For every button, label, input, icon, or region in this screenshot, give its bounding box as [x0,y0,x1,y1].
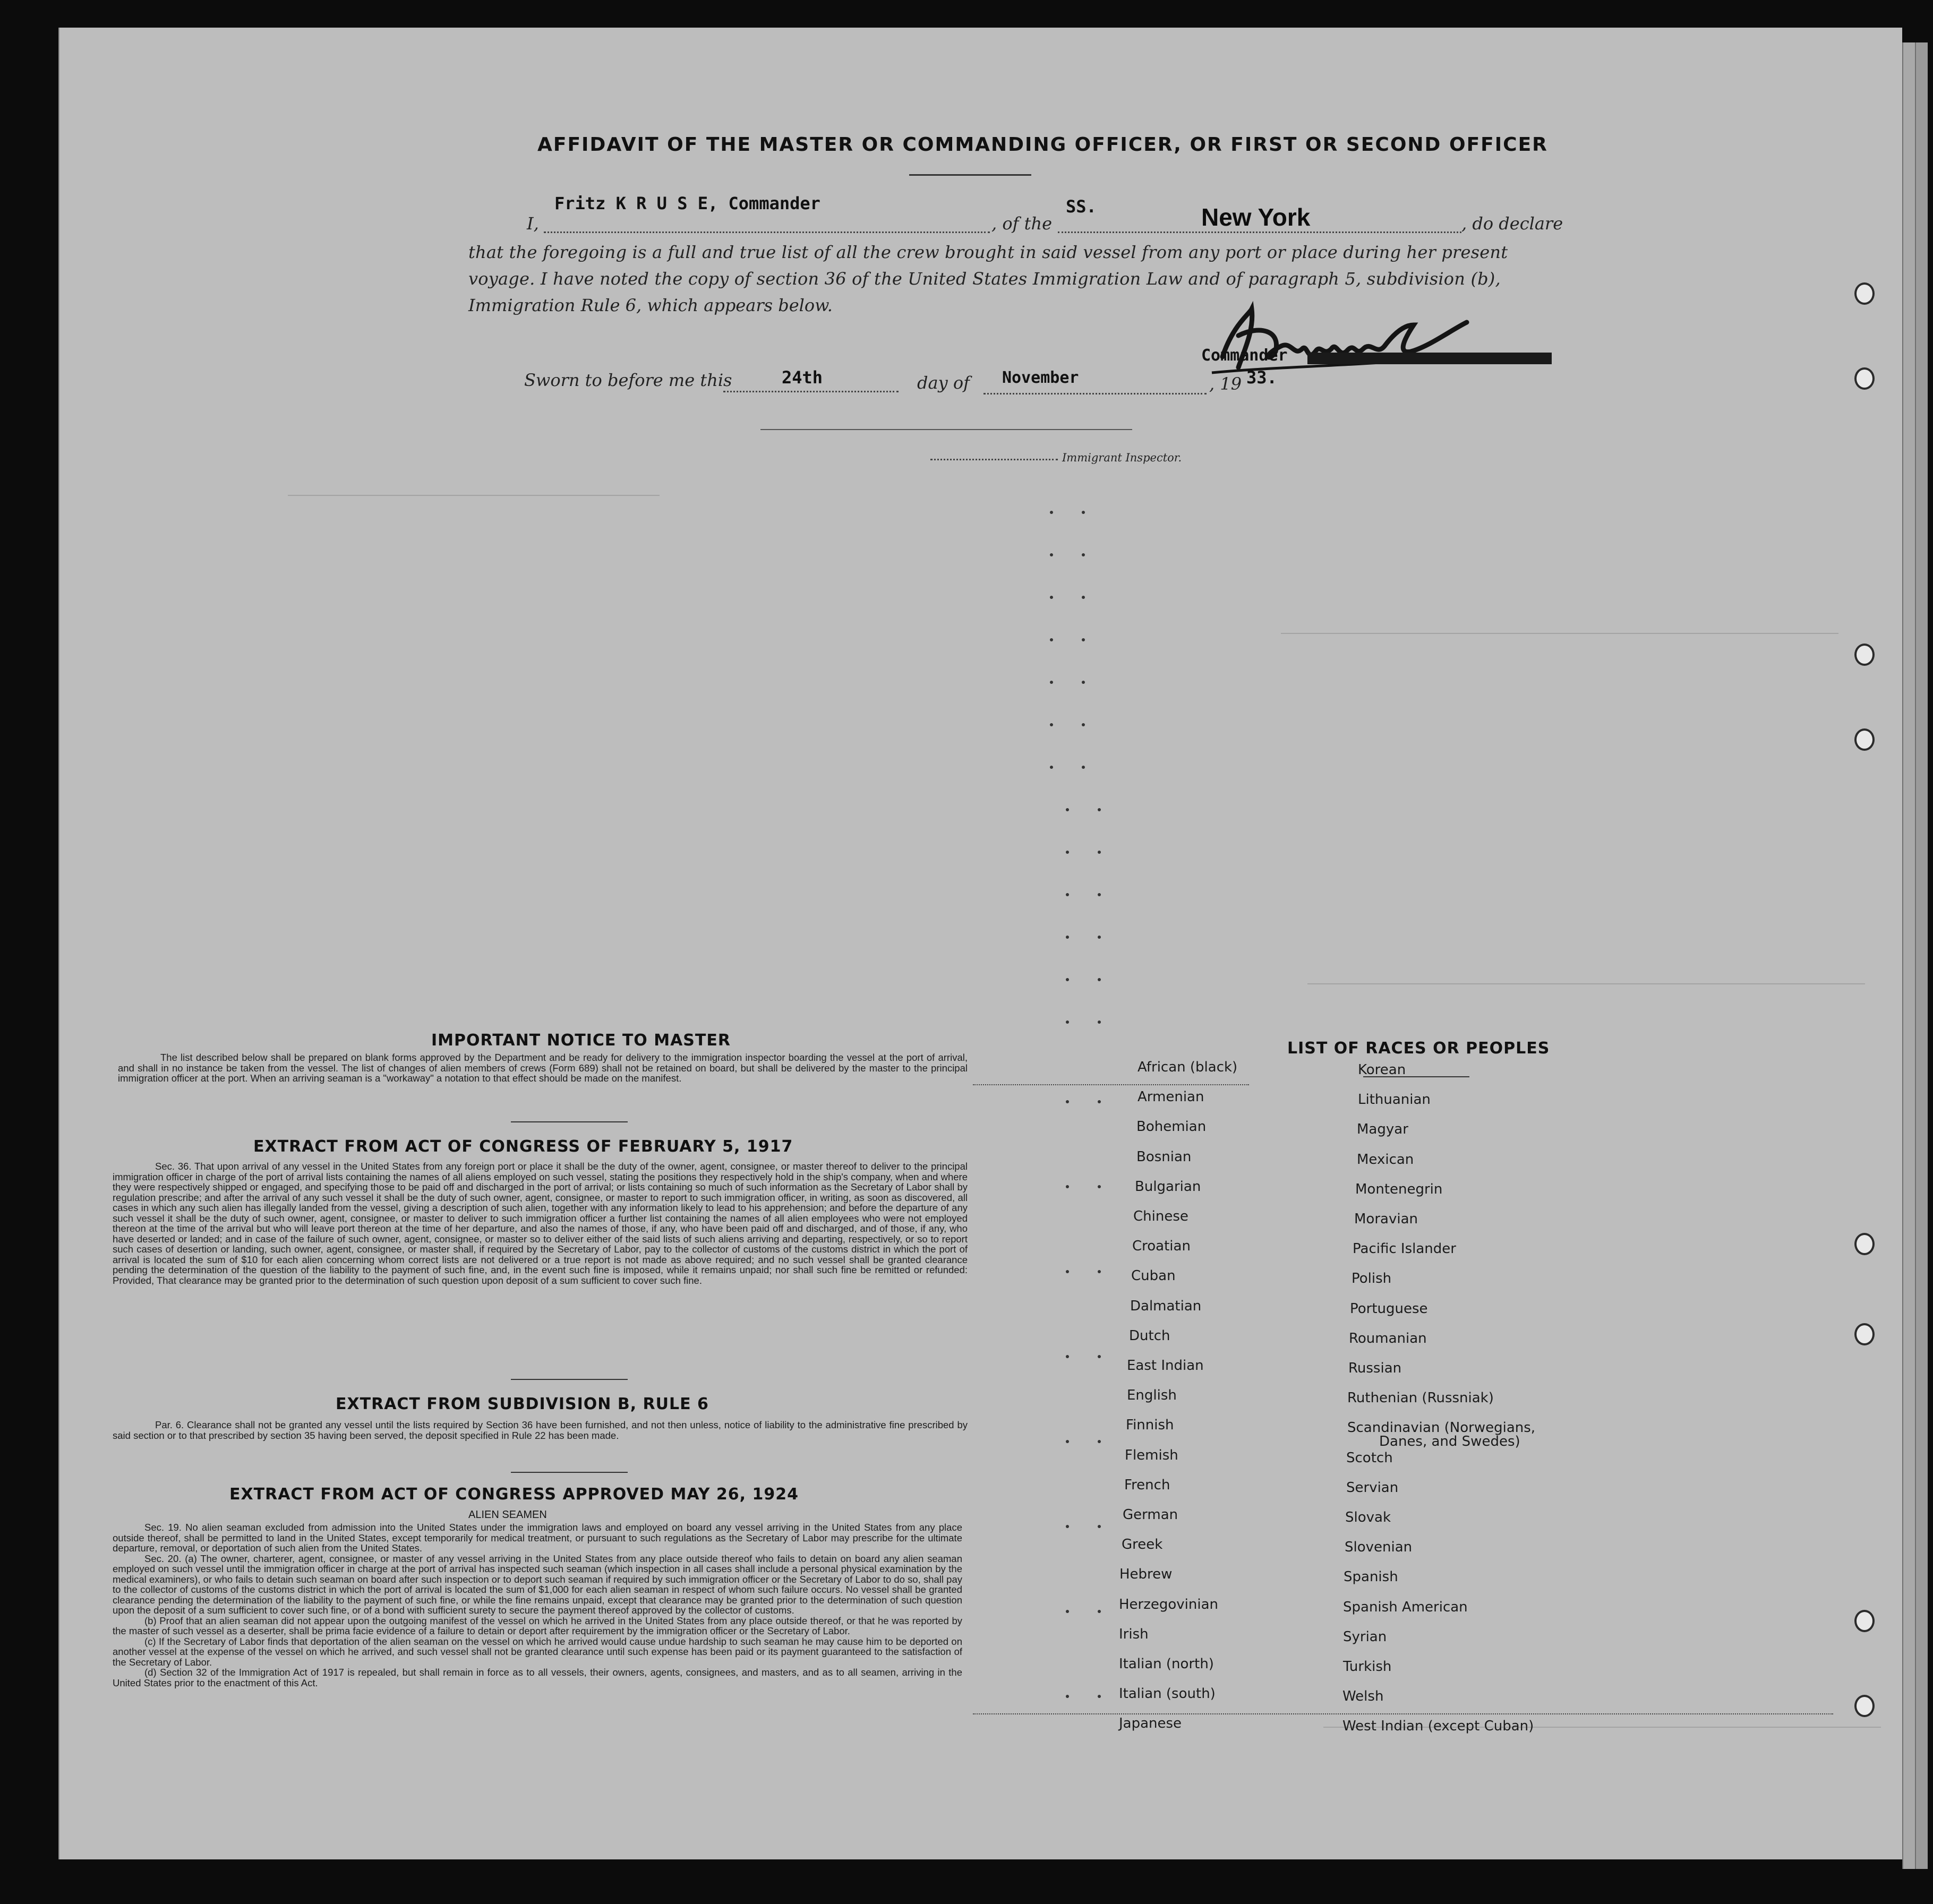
sworn-month: November [1002,368,1079,387]
race-item: German [1123,1507,1178,1523]
ship-prefix: SS. [1066,196,1097,217]
notice-title: IMPORTANT NOTICE TO MASTER [431,1031,731,1050]
page-edge [1915,42,1928,1869]
race-item: Slovak [1345,1510,1391,1525]
punch-hole [1854,1323,1875,1345]
rule-6-title: EXTRACT FROM SUBDIVISION B, RULE 6 [336,1395,709,1413]
race-item: Dutch [1129,1327,1170,1344]
affidavit-line-3: voyage. I have noted the copy of section 36 of the United States Immigration Law and of paragraph 5, subdivision (b), [468,269,1501,289]
declarant-name: Fritz K R U S E, Commander [554,193,820,213]
act-1917-text: Sec. 36. That upon arrival of any vessel in the United States from any foreign port or place it shall be the duty of the owner, agent, consignee, or master thereof to deliver to the principal immigration officer in charge of the port of arrival lists containing the names of all aliens employed on such vessel, stating the positions they respectively hold in the ship's company, when and where they were respectively shipped or engaged, and specifying those to be paid off and discharged in the port of arrival; or lists containing so much of such information as the Secretary of Labor shall by regulation prescribe; and after the arrival of any such vessel it shall be the duty of such owner, agent, consignee, or master to report to such immigration officer, in writing, as soon as discovered, all cases in which any such alien has illegally landed from the vessel, giving a description of such alien, together with any information likely to lead to his apprehension; and before the departure of any such vessel it shall be the duty of such owner, agent, consignee, or master to deliver to such immigration officer a further list containing the names of all alien employees who were not employed thereon at the time of the arrival but who will leave port thereon at the time of her departure, and also the names of those, if any, who have been paid off and discharged, and of those, if any, who have deserted or landed; and in case of the failure of such owner, agent, consignee, or master so to deliver either of the said lists of such aliens arriving and departing, respectively, or so to report such cases of desertion or landing, such owner, agent, consignee, or master shall, if required by the Secretary of Labor, pay to the collector of customs of the customs district in which the port of arrival is located the sum of $10 for each alien concerning whom correct lists are not delivered or a true report is not made as above required; and no such vessel shall be granted clearance pending the determination of the question of the liability to the payment of such fine, and, in the event such fine is imposed, while it remains unpaid; nor shall such fine be remitted or refunded: Provided, That clearance may be granted prior to the determination of such question upon deposit of a sum sufficient to cover such fine. [113,1161,968,1286]
dotted-leader [973,1084,1249,1085]
race-item: Mexican [1357,1151,1414,1168]
race-item: Bosnian [1136,1148,1192,1165]
punch-hole [1854,1233,1875,1255]
race-item: Pacific Islander [1353,1241,1456,1257]
race-item: Ruthenian (Russniak) [1347,1390,1494,1406]
ghost-line [1281,633,1838,634]
punch-hole [1854,1695,1875,1717]
race-item: Turkish [1343,1659,1392,1675]
sec-20a-text: Sec. 20. (a) The owner, charterer, agent, consignee, or master of any vessel arriving in the United States from any place outside thereof who fails to detain on board any alien seaman employed on such vessel until the immigration officer in charge at the port of arrival has inspected such seaman (which inspection in all cases shall include a personal physical examination by the medical examiners), or who fails to detain such seaman on board after such inspection or to deport such seaman if required by such immigration officer or the Secretary of Labor to do so, shall pay to the collector of customs of the customs district in which the port of arrival is located the sum of $1,000 for each alien seaman in respect of whom such failure occurs. No vessel shall be granted clearance pending the determination of the liability to the payment of such fine, or while the fine remains unpaid, except that clearance may be granted prior to the determination of such question upon the deposit of a sum sufficient to cover such fine, or of a bond with sufficient surety to secure the payment thereof approved by the collector of customs. [113,1553,962,1616]
punch-hole [1854,282,1875,305]
race-item: Spanish [1344,1569,1398,1585]
affidavit-title: AFFIDAVIT OF THE MASTER OR COMMANDING OFFICER, OR FIRST OR SECOND OFFICER [537,134,1548,156]
act-1924-title: EXTRACT FROM ACT OF CONGRESS APPROVED MAY 26, 1924 [229,1485,799,1504]
race-item: African (black) [1137,1059,1238,1075]
ship-line [1058,231,1461,233]
race-item: Slovenian [1345,1539,1413,1556]
do-declare-label: , do declare [1461,213,1563,234]
race-item: Dalmatian [1130,1298,1202,1314]
race-item: Herzegovinian [1119,1596,1219,1613]
inspector-line [930,459,1058,460]
redaction-bar [1307,353,1552,364]
race-item: Scotch [1346,1450,1393,1466]
ship-name: New York [1201,203,1311,231]
race-item: Moravian [1354,1211,1418,1227]
declarant-line [544,231,990,233]
race-item: Welsh [1342,1688,1384,1705]
year-prefix: , 19 [1209,374,1242,394]
race-item: Roumanian [1349,1330,1427,1346]
race-item: Irish [1119,1626,1149,1642]
page-edge [1902,42,1915,1869]
race-item: Korean [1358,1062,1406,1078]
divider [511,1121,628,1122]
race-item: Bulgarian [1135,1178,1201,1195]
race-item: Croatian [1132,1238,1191,1255]
of-the-label: , of the [991,213,1053,234]
race-item-continuation: Danes, and Swedes) [1379,1434,1520,1450]
race-item: Lithuanian [1358,1092,1431,1108]
race-item: Flemish [1125,1447,1178,1463]
sec-19-text: Sec. 19. No alien seaman excluded from admission into the United States under the immigration laws and employed on board any vessel arriving in the United States from any place outside thereof, shall be permitted to land in the United States, except temporarily for medical treatment, or pursuant to such regulations as the Secretary of Labor may prescribe for the ultimate departure, removal, or deportation of such alien from the United States. [113,1522,962,1554]
ghost-line [1307,983,1865,984]
signature-title: Commander [1201,346,1288,365]
act-1924-subtitle: ALIEN SEAMEN [468,1509,547,1521]
race-item: Cuban [1131,1268,1176,1284]
rule-6-text: Par. 6. Clearance shall not be granted any vessel until the lists required by Section 36 have been furnished, and not then unless, notice of liability to the administrative fine prescribed by said section or to that prescribed by section 35 having been served, the deposit specified in Rule 22 has been made. [113,1419,968,1441]
punch-hole [1854,1610,1875,1632]
race-item: Bohemian [1136,1119,1207,1135]
affidavit-line-4: Immigration Rule 6, which appears below. [468,295,833,315]
sworn-day: 24th [782,367,823,388]
signature-image [1201,293,1477,383]
month-line [983,393,1207,394]
race-item: Spanish American [1343,1599,1468,1615]
race-item: French [1124,1477,1170,1493]
race-item: English [1127,1387,1177,1404]
race-item: East Indian [1127,1358,1204,1374]
dotted-leader [973,1713,1833,1714]
race-item: Chinese [1133,1208,1188,1224]
sec-20c-text: (c) If the Secretary of Labor finds that deportation of the alien seaman on the vessel on which he arrived would cause undue hardship to such seaman he may cause him to be deported on another vessel at the expense of the vessel on which he arrived, and such vessel shall not be granted clearance until such expense has been paid or its payment guaranteed to the satisfaction of the Secretary of Labor. [113,1635,962,1668]
divider [909,174,1031,176]
race-item: Greek [1122,1537,1163,1553]
day-of-label: day of [917,373,970,393]
race-item: Japanese [1119,1716,1182,1732]
punch-hole [1854,367,1875,390]
sworn-label: Sworn to before me this [524,370,732,390]
race-item: Magyar [1357,1121,1408,1138]
ghost-line [288,495,660,496]
race-item: Italian (north) [1119,1656,1214,1672]
affidavit-line-2: that the foregoing is a full and true list of all the crew brought in said vessel from any port or place during her present [468,242,1508,262]
race-item: Scandinavian (Norwegians, [1347,1420,1536,1436]
sec-20d-text: (d) Section 32 of the Immigration Act of 1917 is repealed, but shall remain in force as to all vessels, their owners, agents, consignees, and masters, and as to all seamen, arriving in the United States prior to the enactment of this Act. [113,1667,962,1688]
race-item: Armenian [1137,1089,1204,1105]
day-line [723,391,899,392]
race-item: Italian (south) [1119,1686,1216,1702]
punch-hole [1854,644,1875,666]
document-page [58,28,1902,1859]
inspector-signature-line [760,429,1132,430]
divider [511,1472,628,1473]
race-item: West Indian (except Cuban) [1342,1718,1534,1735]
i-label: I, [527,213,539,234]
year-suffix: 33. [1246,367,1277,388]
act-1924-body [113,1522,962,1688]
race-item: Montenegrin [1355,1181,1443,1197]
race-item: Russian [1348,1360,1402,1376]
sec-20b-text: (b) Proof that an alien seaman did not appear upon the outgoing manifest of the vessel on which he arrived in the United States from any place outside thereof, or that he was reported by the master of such vessel as a deserter, shall be prima facie evidence of a failure to detain or deport after requirement by the immigration officer or the Secretary of Labor. [113,1615,962,1636]
race-item: Finnish [1126,1417,1174,1434]
race-item: Hebrew [1119,1566,1173,1583]
divider [511,1379,628,1380]
inspector-label: Immigrant Inspector. [1062,451,1182,464]
race-item: Portuguese [1350,1300,1428,1317]
race-item: Polish [1352,1271,1392,1287]
punch-hole [1854,728,1875,751]
races-title: LIST OF RACES OR PEOPLES [1287,1039,1550,1058]
race-item: Servian [1346,1479,1399,1496]
act-1917-title: EXTRACT FROM ACT OF CONGRESS OF FEBRUARY 5, 1917 [253,1137,793,1156]
notice-text: The list described below shall be prepared on blank forms approved by the Department and be ready for delivery to the immigration inspector boarding the vessel at the port of arrival, and shall in no instance be taken from the vessel. The list of changes of alien members of crews (Form 689) shall not be retained on board, but shall be delivered by the master to the principal immigration officer at the port. When an arriving seaman is a "workaway" a notation to that effect should be made on the manifest. [118,1052,968,1084]
race-item: Syrian [1343,1628,1387,1645]
